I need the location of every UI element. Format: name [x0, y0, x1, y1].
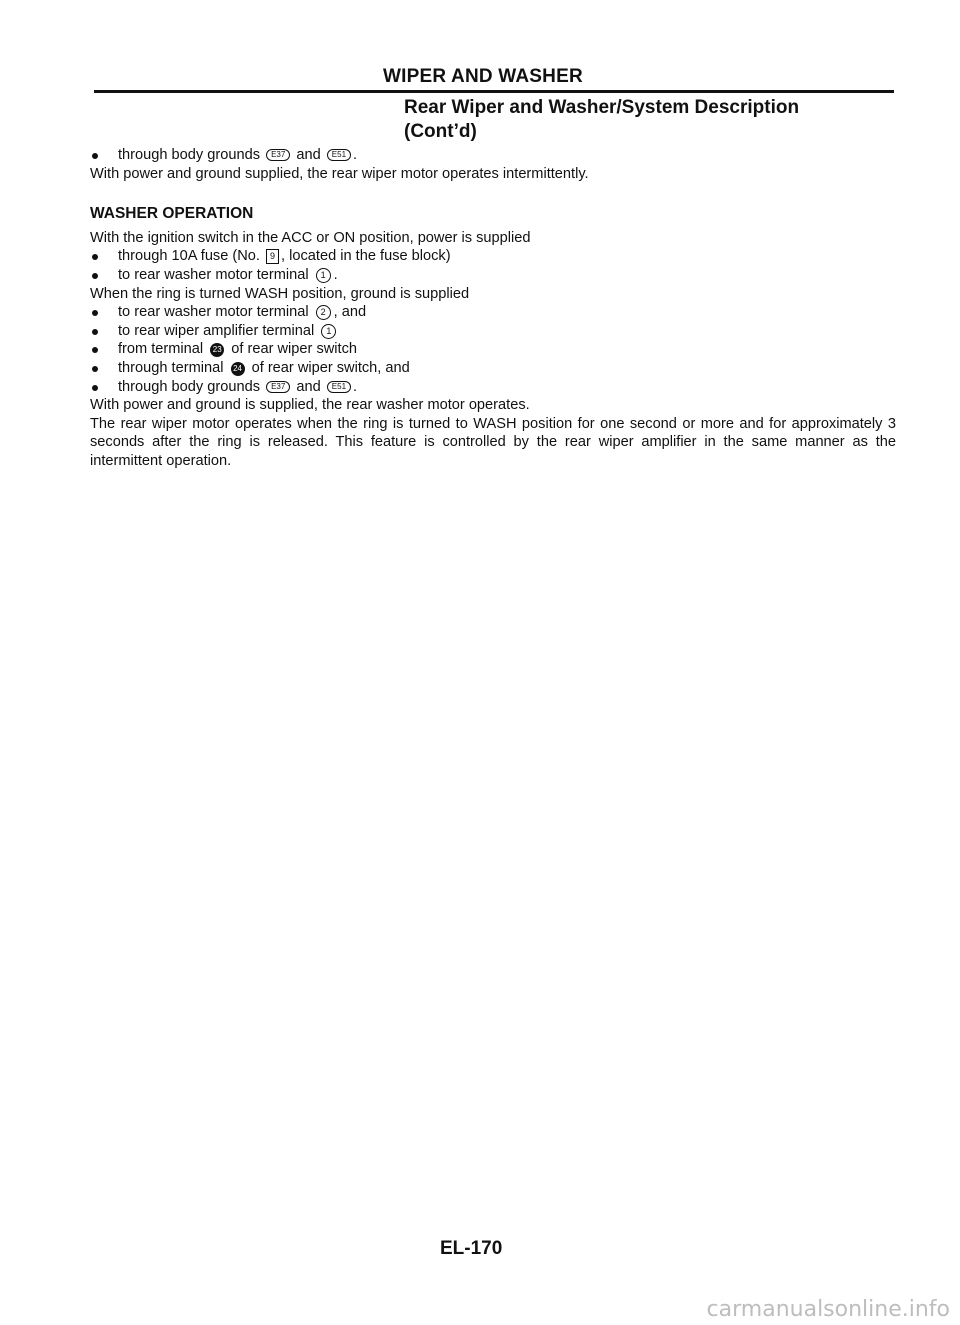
terminal-symbol: 2	[316, 305, 331, 320]
bullet-text: through body grounds	[118, 378, 260, 395]
section-title	[404, 96, 799, 144]
bullet-text: to rear wiper amplifier terminal	[118, 322, 315, 339]
washer-bullet-2	[90, 266, 896, 285]
bullet-text: from terminal	[118, 341, 204, 358]
bullet-text: of rear wiper switch	[231, 341, 357, 358]
terminal-symbol: 1	[321, 324, 336, 339]
washer-paragraph: The rear wiper motor operates when the ring is turned to WASH position for one second or more and for approximately 3 seconds after the ring is released. This feature is controlled by the rear wiper amplifier in the same manner as the intermittent operation.	[90, 415, 896, 469]
ground-e51-symbol: E51	[327, 381, 351, 393]
terminal-symbol: 23	[210, 343, 224, 357]
washer-bullet-1	[90, 247, 896, 266]
terminal-symbol: 1	[316, 268, 331, 283]
ground-e51-symbol: E51	[327, 149, 351, 161]
bullet-text: , located in the fuse block)	[281, 248, 451, 265]
washer-line-2: When the ring is turned WASH position, ground is supplied	[90, 285, 470, 302]
bullet-text: through 10A fuse (No.	[118, 248, 260, 265]
body-text	[90, 146, 896, 471]
bullet-text: of rear wiper switch, and	[251, 359, 410, 376]
chapter-title: WIPER AND WASHER	[383, 66, 583, 87]
washer-bullet-7	[90, 378, 896, 397]
bullet-text: and	[296, 378, 321, 395]
bullet-text: to rear washer motor terminal	[118, 266, 309, 283]
fuse-number-box: 9	[266, 249, 279, 264]
header-rule	[94, 90, 894, 93]
intro-bullet	[90, 146, 896, 165]
washer-bullet-4	[90, 322, 896, 341]
washer-bullet-5	[90, 340, 896, 359]
ground-e37-symbol: E37	[266, 149, 290, 161]
bullet-text: to rear washer motor terminal	[118, 304, 309, 321]
bullet-text: through body grounds	[118, 147, 260, 163]
washer-bullet-6	[90, 359, 896, 378]
page-number: EL-170	[440, 1238, 503, 1259]
bullet-text: .	[353, 378, 358, 395]
bullet-text: , and	[333, 304, 367, 321]
ground-e37-symbol: E37	[266, 381, 290, 393]
section-continued: (Cont’d)	[404, 121, 477, 142]
section-title-text: Rear Wiper and Washer/System Description	[404, 97, 800, 118]
terminal-symbol: 24	[231, 362, 245, 376]
washer-bullet-3	[90, 303, 896, 322]
bullet-text: .	[353, 147, 358, 163]
washer-operation-heading: WASHER OPERATION	[90, 205, 254, 223]
bullet-text: .	[333, 266, 338, 283]
washer-line-3: With power and ground is supplied, the rear washer motor operates.	[90, 397, 530, 414]
bullet-text: through terminal	[118, 359, 224, 376]
watermark: carmanualsonline.info	[706, 1297, 950, 1322]
washer-line-1: With the ignition switch in the ACC or ON position, power is supplied	[90, 229, 531, 246]
bullet-text: and	[296, 147, 321, 163]
intro-sentence: With power and ground supplied, the rear wiper motor operates intermittently.	[90, 165, 589, 182]
